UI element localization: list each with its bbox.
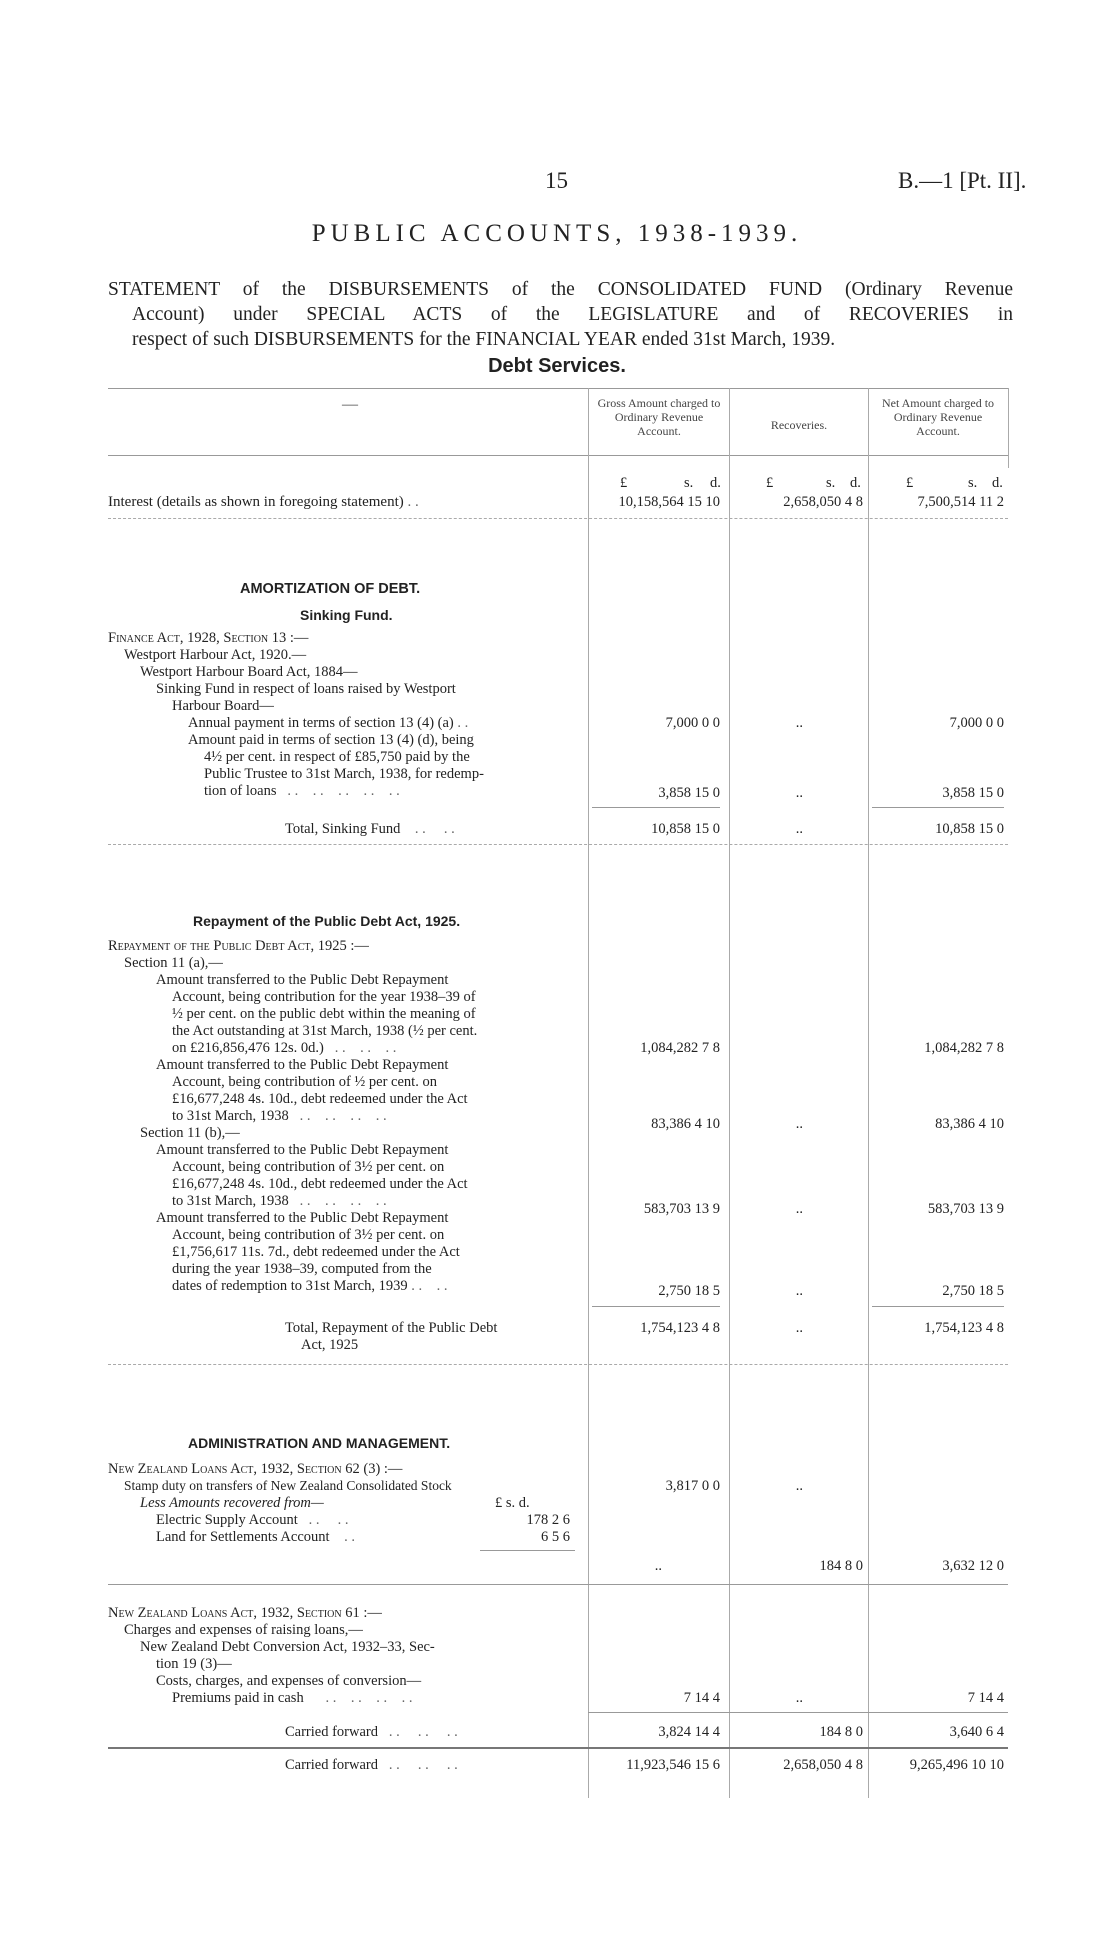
rep-item4-line-2: Account, being contribution of 3½ per cent. on [172,1227,445,1243]
statement-line-1: STATEMENT of the DISBURSEMENTS of the CONSOLIDATED FUND (Ordinary Revenue [108,279,1013,300]
stamp-duty-gross: 3,817 0 0 [665,1478,720,1494]
admin-subtotal-net: 3,632 12 0 [942,1558,1004,1574]
amount-paid-line-3: Public Trustee to 31st March, 1938, for redemp- [204,766,484,782]
admin-subtotal-rule [108,1584,1008,1585]
total-sinking-gross: 10,858 15 0 [651,821,720,837]
statement-heading [108,277,1013,352]
total-repayment-label-1: Total, Repayment of the Public Debt [285,1320,498,1336]
rep-item2-net: 83,386 4 10 [935,1116,1004,1132]
interest-label: Interest (details as shown in foregoing statement) [108,494,404,510]
stamp-duty-recov: .. [795,1478,803,1494]
admin-subtotal-recov: 184 8 0 [819,1558,863,1574]
carried2-top-rule [108,1747,1008,1749]
sinking-fund-line: Sinking Fund in respect of loans raised by Westport [156,681,456,697]
less-subtotal-rule [480,1550,575,1551]
carried1-gross: 3,824 14 4 [658,1724,720,1740]
rep-item3-line-1: Amount transferred to the Public Debt Repayment [156,1142,449,1158]
amount-paid-gross: 3,858 15 0 [658,785,720,801]
repayment-bottom-rule [108,1364,1008,1365]
rep-item2-gross: 83,386 4 10 [651,1116,720,1132]
westport-act-line: Westport Harbour Act, 1920.— [124,647,307,663]
premiums-gross: 7 14 4 [683,1690,720,1706]
table-top-rule [108,388,1008,389]
rep-item1-line-2: Account, being contribution for the year 1938–39 of [172,989,476,1005]
westport-board-line: Westport Harbour Board Act, 1884— [140,664,358,680]
harbour-board-line: Harbour Board— [172,698,274,714]
rep-item3-net: 583,703 13 9 [927,1201,1004,1217]
carried2-row: Carried forward . . . . . . [285,1757,458,1773]
page-reference: B.—1 [Pt. II]. [898,168,1027,193]
statement-line-2: Account) under SPECIAL ACTS of the LEGISLATURE and of RECOVERIES in [132,304,1013,325]
interest-bottom-rule [108,518,1008,519]
finance-act-line: Finance Act, 1928, Section 13 :— [108,630,309,646]
rep-item3-row: to 31st March, 1938 . . . . . . . . [172,1193,387,1209]
amount-paid-row: tion of loans . . . . . . . . . . [204,783,400,799]
rep-subtotal-rule-gross [592,1306,720,1307]
unit-shilling-gross: s. [684,475,694,491]
interest-gross: 10,158,564 15 10 [618,494,720,510]
unit-shilling-net: s. [968,475,978,491]
premiums-net: 7 14 4 [967,1690,1004,1706]
admin-subtotal-gross: .. [654,1558,662,1574]
carried1-net: 3,640 6 4 [949,1724,1004,1740]
col-head-recoveries: Recoveries. [770,418,828,432]
rep-item1-line-3: ½ per cent. on the public debt within the meaning of [172,1006,476,1022]
col-divider-1 [588,388,589,1798]
unit-pound-gross: £ [620,475,628,491]
land-settlements-amount: 6 5 6 [541,1529,570,1545]
nz-loans-act-62-line: New Zealand Loans Act, 1932, Section 62 (3) :— [108,1461,403,1477]
total-repayment-gross: 1,754,123 4 8 [640,1320,720,1336]
rep-item4-line-1: Amount transferred to the Public Debt Repayment [156,1210,449,1226]
rep-item4-recov: .. [795,1283,803,1299]
unit-shilling-recov: s. [826,475,836,491]
debt-conversion-line: New Zealand Debt Conversion Act, 1932–33, Sec- [140,1639,435,1655]
running-title: PUBLIC ACCOUNTS, 1938-1939. [311,220,803,247]
interest-recoveries: 2,658,050 4 8 [783,494,863,510]
total-repayment-net: 1,754,123 4 8 [924,1320,1004,1336]
amount-paid-line-2: 4½ per cent. in respect of £85,750 paid by the [204,749,470,765]
carried2-gross: 11,923,546 15 6 [626,1757,720,1773]
less-units: £ s. d. [495,1495,530,1511]
total-sinking-label: Total, Sinking Fund [285,821,401,837]
annual-payment-row: Annual payment in terms of section 13 (4) (a) . . [188,715,469,731]
rep-item3-line-2: Account, being contribution of 3½ per cent. on [172,1159,445,1175]
rep-item2-line-2: Account, being contribution of ½ per cent. on [172,1074,437,1090]
rep-item4-net: 2,750 18 5 [942,1283,1004,1299]
interest-net: 7,500,514 11 2 [917,494,1004,510]
interest-row-label: Interest (details as shown in foregoing statement) . . [108,494,419,510]
rep-item1-line-5: on £216,856,476 12s. 0d.) [172,1040,324,1056]
section-title: Debt Services. [488,355,626,377]
rep-item2-recov: .. [795,1116,803,1132]
rep-item2-line-1: Amount transferred to the Public Debt Repayment [156,1057,449,1073]
annual-payment-recov: .. [795,715,803,731]
section-11b-line: Section 11 (b),— [140,1125,240,1141]
unit-pence-recov: d. [850,475,861,491]
land-settlements-row: Land for Settlements Account . . [156,1529,355,1545]
total-repayment-recov: .. [795,1320,803,1336]
amortization-heading: AMORTIZATION OF DEBT. [240,581,421,597]
premiums-label: Premiums paid in cash [172,1690,304,1706]
rep-item3-gross: 583,703 13 9 [643,1201,720,1217]
carried1-top-rule [588,1712,1008,1713]
rep-item3-recov: .. [795,1201,803,1217]
amount-paid-recov: .. [795,785,803,801]
annual-payment-net: 7,000 0 0 [949,715,1004,731]
unit-pence-net: d. [992,475,1003,491]
col-head-desc: — [342,396,358,413]
page-number: 15 [545,168,568,193]
sinking-subtotal-rule-gross [592,807,720,808]
amount-paid-net: 3,858 15 0 [942,785,1004,801]
charges-line: Charges and expenses of raising loans,— [124,1622,363,1638]
rep-item1-row: on £216,856,476 12s. 0d.) . . . . . . [172,1040,397,1056]
amount-paid-line-1: Amount paid in terms of section 13 (4) (d), being [188,732,474,748]
statement-line-3: respect of such DISBURSEMENTS for the FINANCIAL YEAR ended 31st March, 1939. [132,329,836,350]
col-head-gross: Gross Amount charged to Ordinary Revenue Account. [597,396,721,438]
rep-item3-line-3: £16,677,248 4s. 10d., debt redeemed under the Act [172,1176,468,1192]
rep-item1-line-1: Amount transferred to the Public Debt Repayment [156,972,449,988]
col-head-net: Net Amount charged to Ordinary Revenue Account. [881,396,995,438]
col-divider-2 [729,388,730,1798]
total-sinking-net: 10,858 15 0 [935,821,1004,837]
premiums-recov: .. [795,1690,803,1706]
electric-supply-label: Electric Supply Account [156,1512,298,1528]
rep-item1-gross: 1,084,282 7 8 [640,1040,720,1056]
unit-pound-net: £ [906,475,914,491]
rep-item1-line-4: the Act outstanding at 31st March, 1938 (½ per cent. [172,1023,478,1039]
land-settlements-label: Land for Settlements Account [156,1529,330,1545]
amount-paid-line-4: tion of loans [204,783,277,799]
costs-line: Costs, charges, and expenses of conversion— [156,1673,422,1689]
carried1-recov: 184 8 0 [819,1724,863,1740]
carried1-row: Carried forward . . . . . . [285,1724,458,1740]
rep-item4-row: dates of redemption to 31st March, 1939 . . . . [172,1278,448,1294]
section-11a-line: Section 11 (a),— [124,955,223,971]
col-divider-3 [868,388,869,1798]
stamp-duty-line: Stamp duty on transfers of New Zealand Consolidated Stock [124,1478,452,1493]
carried1-label: Carried forward [285,1724,378,1740]
rep-item4-gross: 2,750 18 5 [658,1283,720,1299]
rep-item2-line-4: to 31st March, 1938 [172,1108,289,1124]
total-sinking-row: Total, Sinking Fund . . . . [285,821,455,837]
annual-payment-gross: 7,000 0 0 [665,715,720,731]
unit-pence-gross: d. [710,475,721,491]
col-divider-right [1008,388,1009,468]
electric-supply-amount: 178 2 6 [526,1512,570,1528]
rep-item2-line-3: £16,677,248 4s. 10d., debt redeemed under the Act [172,1091,468,1107]
electric-supply-row: Electric Supply Account . . . . [156,1512,349,1528]
rep-item4-line-5: dates of redemption to 31st March, 1939 [172,1278,408,1294]
less-amounts-line: Less Amounts recovered from— [140,1495,324,1511]
sinking-bottom-rule [108,844,1008,845]
administration-heading: ADMINISTRATION AND MANAGEMENT. [188,1435,451,1451]
repayment-heading: Repayment of the Public Debt Act, 1925. [193,913,461,929]
header-bottom-rule [108,455,1008,456]
rep-item1-net: 1,084,282 7 8 [924,1040,1004,1056]
repayment-act-line: Repayment of the Public Debt Act, 1925 :— [108,938,369,954]
rep-item3-line-4: to 31st March, 1938 [172,1193,289,1209]
annual-payment-label: Annual payment in terms of section 13 (4) (a) [188,715,454,731]
rep-subtotal-rule-net [872,1306,1004,1307]
nz-loans-act-61-line: New Zealand Loans Act, 1932, Section 61 :— [108,1605,382,1621]
total-repayment-label-2: Act, 1925 [301,1337,359,1353]
carried2-recov: 2,658,050 4 8 [783,1757,863,1773]
unit-pound-recov: £ [766,475,774,491]
sinking-fund-heading: Sinking Fund. [300,607,393,623]
carried2-label: Carried forward [285,1757,378,1773]
premiums-row: Premiums paid in cash . . . . . . . . [172,1690,413,1706]
rep-item4-line-4: during the year 1938–39, computed from the [172,1261,432,1277]
total-sinking-recov: .. [795,821,803,837]
section-19-line: tion 19 (3)— [156,1656,232,1672]
carried2-net: 9,265,496 10 10 [909,1757,1004,1773]
sinking-subtotal-rule-net [872,807,1004,808]
rep-item4-line-3: £1,756,617 11s. 7d., debt redeemed under the Act [172,1244,460,1260]
rep-item2-row: to 31st March, 1938 . . . . . . . . [172,1108,387,1124]
